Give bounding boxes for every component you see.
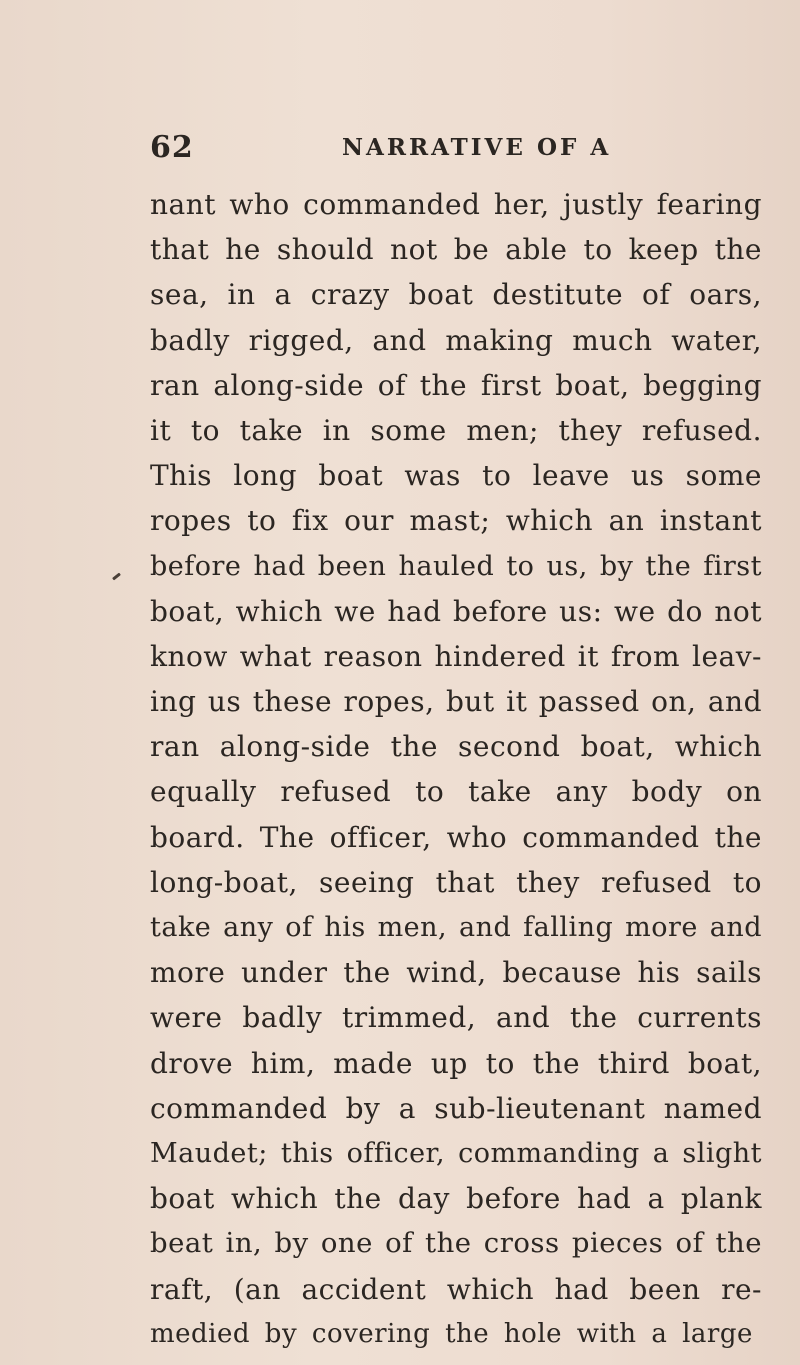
- page-number: 62: [150, 130, 194, 165]
- text-line: badly rigged, and making much water,: [150, 323, 762, 357]
- text-line: know what reason hindered it from leav-: [150, 639, 762, 673]
- text-line: ing us these ropes, but it passed on, and: [150, 685, 762, 719]
- text-line: ran along-side of the first boat, begging: [150, 368, 762, 402]
- body-text: [150, 182, 762, 1357]
- text-line: ran along-side the second boat, which: [150, 730, 762, 764]
- text-line: boat, which we had before us: we do not: [150, 594, 762, 628]
- text-line: ropes to fix our mast; which an instant: [150, 504, 762, 538]
- text-line: board. The officer, who commanded the: [150, 820, 762, 854]
- text-line: commanded by a sub-lieutenant named: [150, 1091, 762, 1125]
- running-head: NARRATIVE OF A: [342, 134, 612, 161]
- text-line: more under the wind, because his sails: [150, 956, 762, 990]
- text-line: it to take in some men; they refused.: [150, 413, 762, 447]
- text-line: nant who commanded her, justly fearing: [150, 188, 762, 221]
- text-line: were badly trimmed, and the currents: [150, 1001, 762, 1035]
- ink-fleck: [112, 573, 121, 581]
- text-line: before had been hauled to us, by the first: [150, 550, 762, 582]
- text-line: sea, in a crazy boat destitute of oars,: [150, 278, 762, 312]
- page-header: [150, 128, 770, 168]
- text-line: that he should not be able to keep the: [150, 233, 762, 267]
- text-line: boat which the day before had a plank: [150, 1182, 762, 1216]
- text-line: This long boat was to leave us some: [150, 459, 762, 493]
- text-line: raft, (an accident which had been re-: [150, 1272, 762, 1306]
- text-line: medied by covering the hole with a large: [150, 1318, 753, 1349]
- text-line: beat in, by one of the cross pieces of the: [150, 1227, 762, 1260]
- text-line: drove him, made up to the third boat,: [150, 1046, 762, 1080]
- text-line: take any of his men, and falling more and: [150, 912, 762, 943]
- text-line: equally refused to take any body on: [150, 775, 762, 809]
- text-line: Maudet; this officer, commanding a slight: [150, 1137, 762, 1169]
- text-line: long-boat, seeing that they refused to: [150, 865, 762, 899]
